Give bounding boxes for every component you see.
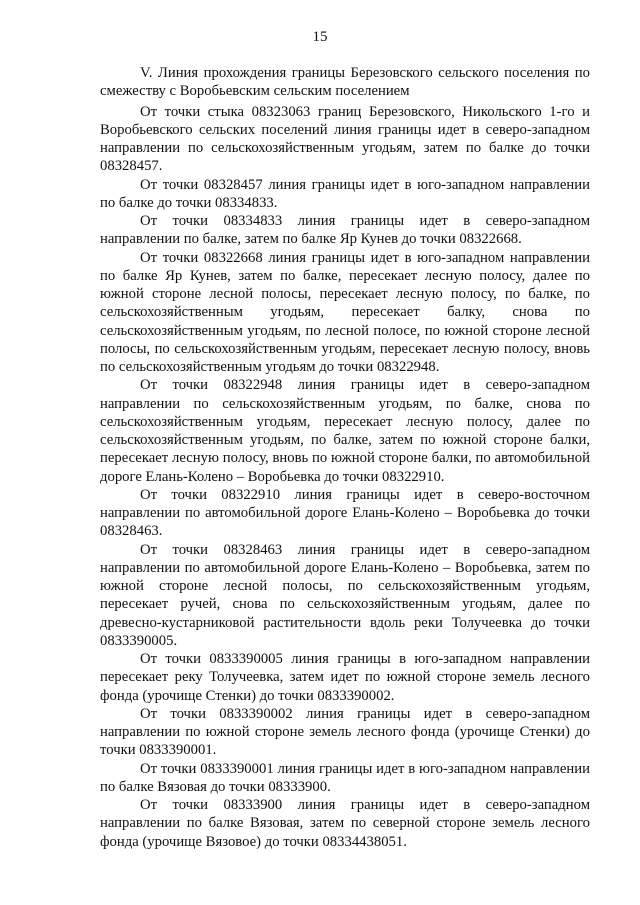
paragraph: От точки 08328463 линия границы идет в северо-западном направлении по автомобильной дороге Елань-Колено – Воробьевка, затем по южной стороне лесной полосы, по сельскохозяйственным угодьям, пересекает ручей, снова по сельскохозяйственным угодьям, далее по древесно-кустарниковой растительности вдоль реки Толучеевка до точки 0833390005. (100, 541, 590, 649)
paragraph: От точки 08322668 линия границы идет в юго-западном направлении по балке Яр Кунев, затем по балке, пересекает лесную полосу, далее по южной стороне лесной полосы, пересекает лесную полосу, по балке, по сельскохозяйственным угодьям, пересекает балку, снова по сельскохозяйственным угодьям, по лесной полосе, по южной стороне лесной полосы, по сельскохозяйственным угодьям, пересекает лесную полосу, вновь по сельскохозяйственным угодьям до точки 08322948. (100, 249, 590, 375)
paragraph: От точки 08322948 линия границы идет в северо-западном направлении по сельскохозяйственным угодьям, по балке, снова по сельскохозяйственным угодьям, пересекает лесную полосу, далее по сельскохозяйственным угодьям, по балке, затем по южной стороне балки, пересекает лесную полосу, вновь по южной стороне балки, по автомобильной дороге Елань-Колено – Воробьевка до точки 08322910. (100, 377, 590, 485)
paragraph: От точки 0833390001 линия границы идет в юго-западном направлении по балке Вязовая до точки 08333900. (100, 760, 590, 795)
document-body (100, 64, 590, 851)
paragraph: От точки 08328457 линия границы идет в юго-западном направлении по балке до точки 08334833. (100, 176, 590, 211)
paragraph: От точки стыка 08323063 границ Березовского, Никольского 1-го и Воробьевского сельских поселений линия границы идет в северо-западном направлении по сельскохозяйственным угодьям, затем по балке до точки 08328457. (100, 103, 590, 175)
section-heading: V. Линия прохождения границы Березовского сельского поселения по смежеству с Воробьевским сельским поселением (100, 65, 590, 100)
paragraph: От точки 08334833 линия границы идет в северо-западном направлении по балке, затем по балке Яр Кунев до точки 08322668. (100, 213, 590, 248)
paragraph: От точки 08322910 линия границы идет в северо-восточном направлении по автомобильной дороге Елань-Колено – Воробьевка до точки 08328463. (100, 486, 590, 540)
page-number: 15 (312, 29, 328, 45)
paragraph: От точки 0833390005 линия границы в юго-западном направлении пересекает реку Толучеевка, затем идет по южной стороне земель лесного фонда (урочище Стенки) до точки 0833390002. (100, 651, 590, 704)
paragraph: От точки 08333900 линия границы идет в северо-западном направлении по балке Вязовая, затем по северной стороне земель лесного фонда (урочище Вязовое) до точки 08334438051. (100, 797, 590, 850)
paragraph: От точки 0833390002 линия границы идет в северо-западном направлении по южной стороне земель лесного фонда (урочище Стенки) до точки 0833390001. (100, 705, 590, 759)
